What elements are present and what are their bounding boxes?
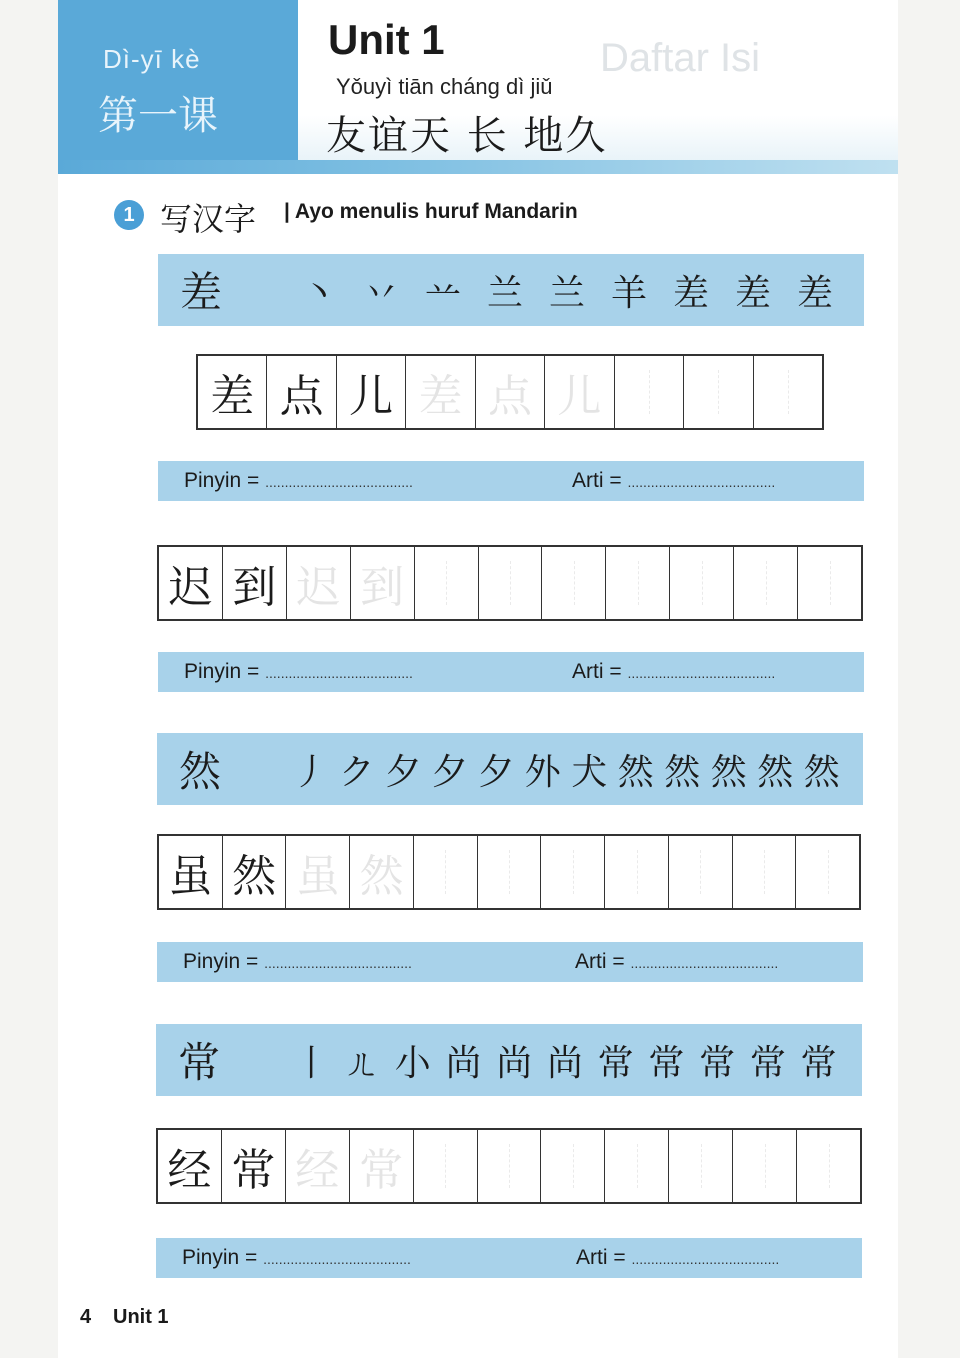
arti-blank[interactable]: ...................................... (630, 955, 779, 971)
stroke-step: 常 (800, 1042, 837, 1084)
pinyin-label: Pinyin = (182, 1246, 258, 1269)
lesson-title-cn: 第一课 (98, 93, 218, 139)
model-char-cell: 常 (222, 1130, 286, 1202)
pinyin-label: Pinyin = (184, 469, 260, 492)
empty-practice-cell[interactable] (669, 1130, 733, 1202)
stroke-step: 丷 (362, 272, 399, 314)
empty-practice-cell[interactable] (684, 356, 753, 428)
header-bottom-stripe (58, 160, 898, 174)
stroke-step: 差 (672, 272, 709, 314)
page-number: 4 (80, 1306, 92, 1328)
unit-title-cn: 友谊天 长 地久 (326, 113, 608, 159)
empty-practice-cell[interactable] (798, 547, 861, 619)
stroke-step: 然 (710, 751, 747, 793)
stroke-step: 常 (749, 1042, 786, 1084)
arti-label: Arti = (572, 660, 622, 683)
empty-practice-cell[interactable] (606, 547, 670, 619)
empty-practice-cell[interactable] (478, 836, 542, 908)
stroke-step: 犬 (571, 751, 608, 793)
stroke-step: ク (338, 751, 375, 793)
pinyin-arti-bar (158, 461, 864, 501)
pinyin-label: Pinyin = (184, 660, 260, 683)
empty-practice-cell[interactable] (797, 1130, 860, 1202)
stroke-main-char: 然 (179, 747, 222, 796)
arti-label: Arti = (572, 469, 622, 492)
show-through-text: Daftar Isi (600, 36, 761, 80)
writing-grid (156, 1128, 862, 1204)
pinyin-blank[interactable]: ...................................... (265, 665, 413, 681)
stroke-step: 夕 (478, 751, 515, 793)
stroke-step: 兰 (486, 272, 523, 314)
trace-char-cell: 儿 (545, 356, 614, 428)
empty-practice-cell[interactable] (414, 836, 478, 908)
stroke-step: 外 (524, 751, 561, 793)
stroke-step: 丨 (293, 1042, 330, 1084)
empty-practice-cell[interactable] (415, 547, 479, 619)
pinyin-arti-bar (157, 942, 863, 982)
stroke-step: 夕 (385, 751, 422, 793)
empty-practice-cell[interactable] (670, 547, 734, 619)
footer-unit-label: Unit 1 (113, 1306, 169, 1328)
writing-grid (196, 354, 824, 430)
lesson-pinyin: Dì-yī kè (103, 44, 201, 74)
pinyin-blank[interactable]: ...................................... (265, 474, 413, 490)
model-char-cell: 儿 (337, 356, 406, 428)
stroke-step: 尚 (445, 1042, 482, 1084)
empty-practice-cell[interactable] (541, 1130, 605, 1202)
trace-char-cell: 点 (476, 356, 545, 428)
trace-char-cell: 到 (351, 547, 415, 619)
model-char-cell: 然 (223, 836, 287, 908)
empty-practice-cell[interactable] (478, 1130, 542, 1202)
section-title-id: | Ayo menulis huruf Mandarin (284, 200, 578, 223)
empty-practice-cell[interactable] (733, 836, 797, 908)
stroke-order-bar (157, 733, 863, 805)
pinyin-arti-bar (156, 1238, 862, 1278)
stroke-order-bar (158, 254, 864, 326)
stroke-step: 然 (664, 751, 701, 793)
model-char-cell: 点 (267, 356, 336, 428)
empty-practice-cell[interactable] (796, 836, 859, 908)
empty-practice-cell[interactable] (605, 1130, 669, 1202)
stroke-step: 兰 (548, 272, 585, 314)
pinyin-arti-bar (158, 652, 864, 692)
stroke-main-char: 常 (178, 1038, 221, 1087)
stroke-step: 差 (796, 272, 833, 314)
pinyin-blank[interactable]: ...................................... (264, 955, 412, 971)
model-char-cell: 差 (198, 356, 267, 428)
arti-blank[interactable]: ...................................... (627, 474, 776, 490)
trace-char-cell: 差 (406, 356, 475, 428)
arti-blank[interactable]: ...................................... (627, 665, 776, 681)
trace-char-cell: 然 (350, 836, 414, 908)
empty-practice-cell[interactable] (754, 356, 822, 428)
empty-practice-cell[interactable] (605, 836, 669, 908)
unit-title: Unit 1 (328, 16, 445, 63)
stroke-step: 夕 (431, 751, 468, 793)
empty-practice-cell[interactable] (414, 1130, 478, 1202)
model-char-cell: 经 (158, 1130, 222, 1202)
stroke-step: 羊 (610, 272, 647, 314)
stroke-step: 尚 (496, 1042, 533, 1084)
trace-char-cell: 虽 (286, 836, 350, 908)
stroke-step: 然 (757, 751, 794, 793)
trace-char-cell: 迟 (287, 547, 351, 619)
model-char-cell: 虽 (159, 836, 223, 908)
writing-grid (157, 834, 861, 910)
arti-label: Arti = (576, 1246, 626, 1269)
empty-practice-cell[interactable] (733, 1130, 797, 1202)
trace-char-cell: 常 (350, 1130, 414, 1202)
stroke-step: ㄦ (344, 1042, 381, 1084)
empty-practice-cell[interactable] (615, 356, 684, 428)
section-title-cn: 写汉字 (160, 200, 257, 238)
arti-label: Arti = (575, 950, 625, 973)
stroke-step: 常 (597, 1042, 634, 1084)
stroke-step: 差 (734, 272, 771, 314)
stroke-step: 䒑 (424, 272, 461, 314)
empty-practice-cell[interactable] (542, 547, 606, 619)
empty-practice-cell[interactable] (734, 547, 798, 619)
pinyin-blank[interactable]: ...................................... (263, 1251, 411, 1267)
unit-pinyin: Yǒuyì tiān cháng dì jiǔ (336, 74, 553, 99)
stroke-step: 丶 (300, 272, 337, 314)
stroke-order-bar (156, 1024, 862, 1096)
model-char-cell: 到 (223, 547, 287, 619)
empty-practice-cell[interactable] (669, 836, 733, 908)
model-char-cell: 迟 (159, 547, 223, 619)
stroke-step: 常 (699, 1042, 736, 1084)
stroke-step: 小 (394, 1042, 431, 1084)
empty-practice-cell[interactable] (541, 836, 605, 908)
empty-practice-cell[interactable] (479, 547, 543, 619)
stroke-main-char: 差 (180, 268, 223, 317)
pinyin-label: Pinyin = (183, 950, 259, 973)
arti-blank[interactable]: ...................................... (631, 1251, 780, 1267)
stroke-step: 常 (648, 1042, 685, 1084)
section-number-badge: 1 (114, 200, 144, 230)
trace-char-cell: 经 (286, 1130, 350, 1202)
stroke-step: 丿 (292, 751, 329, 793)
stroke-step: 然 (617, 751, 654, 793)
writing-grid (157, 545, 863, 621)
stroke-step: 然 (803, 751, 840, 793)
stroke-step: 尚 (546, 1042, 583, 1084)
